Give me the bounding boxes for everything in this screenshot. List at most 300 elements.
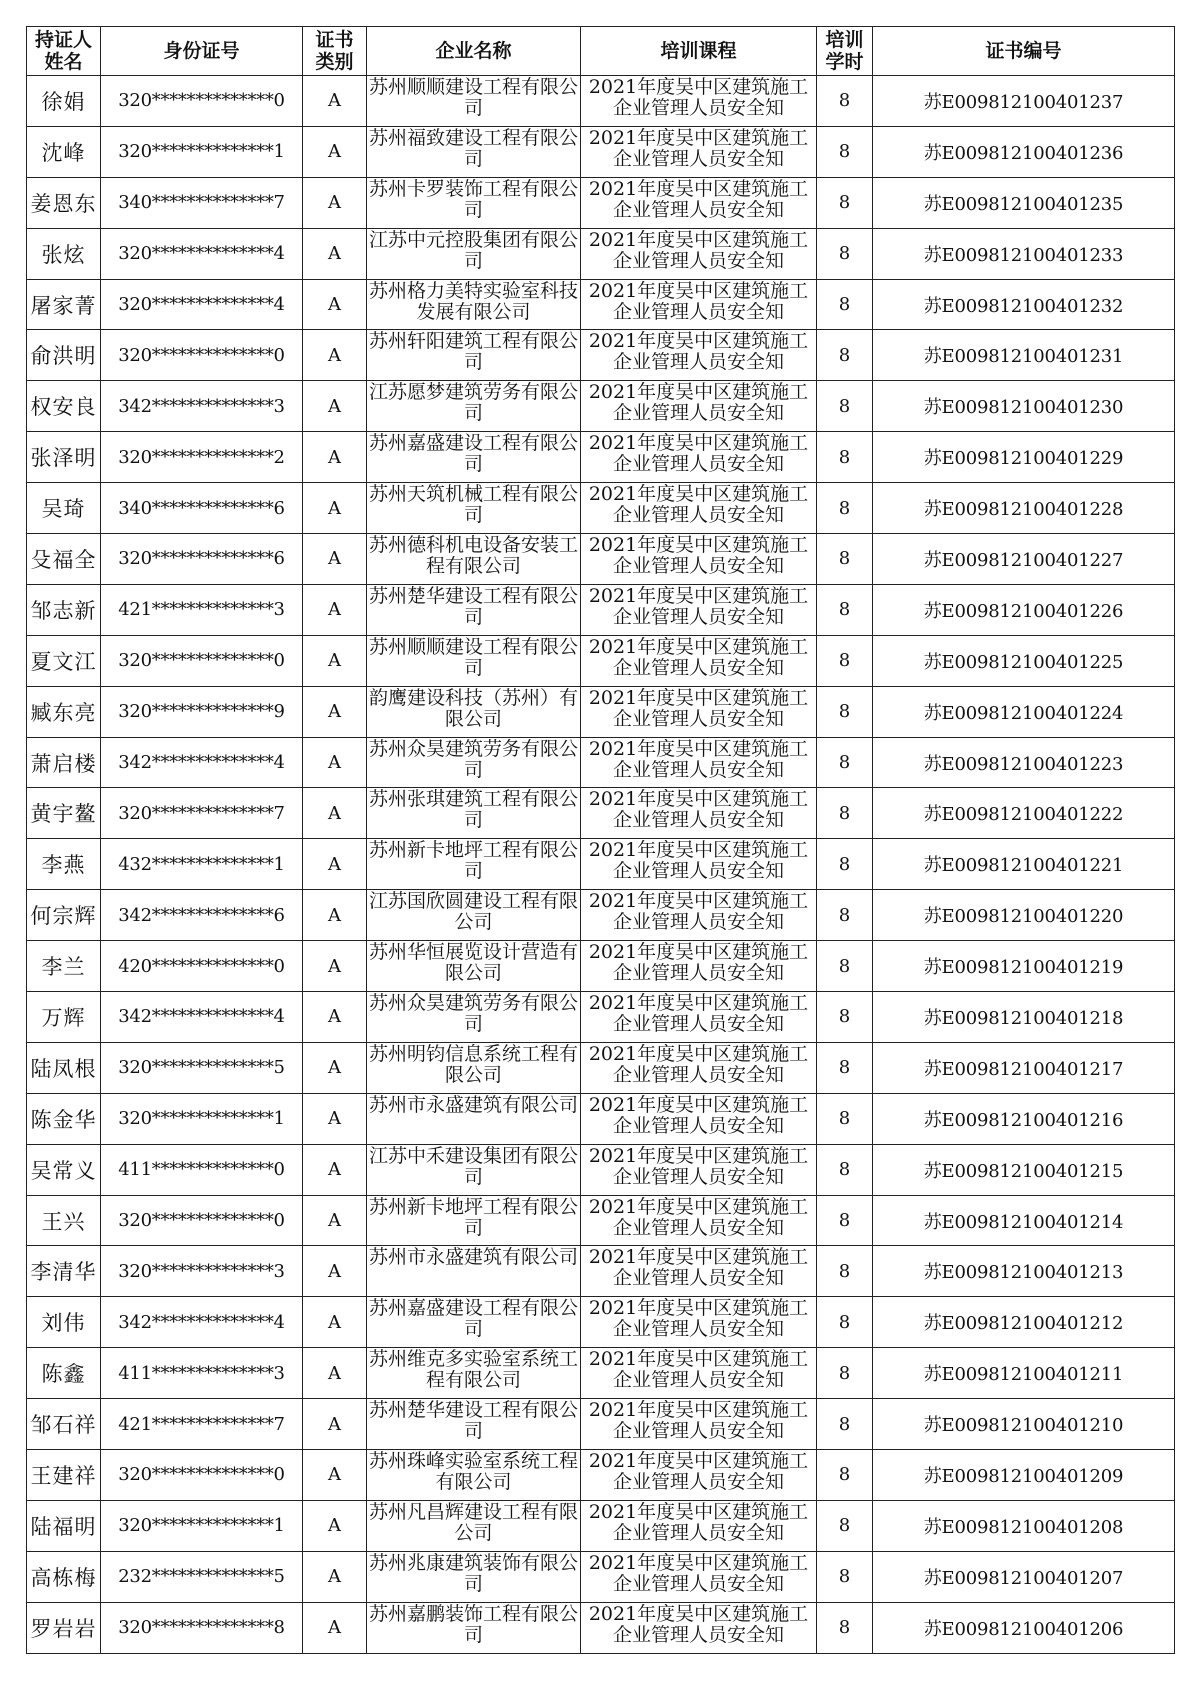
- table-row: [27, 1399, 1175, 1450]
- cell-holder-name: 陆福明: [27, 1500, 101, 1551]
- cell-company-text: 苏州德科机电设备安装工程有限公司: [368, 534, 578, 577]
- cell-cert-type: A: [303, 1348, 367, 1399]
- cell-id-number: 320**************9: [101, 686, 303, 737]
- cell-company-text: 苏州嘉盛建设工程有限公司: [368, 433, 578, 476]
- cell-course: [581, 381, 817, 432]
- cell-hours: 8: [817, 330, 873, 381]
- cell-company-text: 苏州顺顺建设工程有限公司: [368, 636, 578, 679]
- cell-id-number: 320**************0: [101, 1450, 303, 1501]
- cell-hours: 8: [817, 1399, 873, 1450]
- cell-cert-type: A: [303, 839, 367, 890]
- cell-company-text: 苏州嘉盛建设工程有限公司: [368, 1298, 578, 1341]
- cell-holder-name: 邹志新: [27, 584, 101, 635]
- cell-course-text: 2021年度吴中区建筑施工企业管理人员安全知: [588, 1501, 809, 1544]
- cell-cert-type: A: [303, 635, 367, 686]
- table-row: [27, 1195, 1175, 1246]
- cell-course: [581, 1042, 817, 1093]
- cell-id-number: 421**************3: [101, 584, 303, 635]
- cell-course: [581, 737, 817, 788]
- cell-company-text: 苏州明钧信息系统工程有限公司: [368, 1043, 578, 1086]
- cell-course: [581, 890, 817, 941]
- header-id-number: 身份证号: [101, 27, 303, 76]
- cell-cert-number: 苏E009812100401222: [873, 788, 1175, 839]
- cell-cert-number: 苏E009812100401237: [873, 76, 1175, 127]
- cell-company: [367, 432, 581, 483]
- cell-course: [581, 635, 817, 686]
- cell-company-text: 苏州顺顺建设工程有限公司: [368, 76, 578, 119]
- table-row: [27, 76, 1175, 127]
- cell-course: [581, 483, 817, 534]
- cell-holder-name: 徐娟: [27, 76, 101, 127]
- cell-company-text: 苏州嘉鹏装饰工程有限公司: [368, 1603, 578, 1646]
- cell-cert-number: 苏E009812100401223: [873, 737, 1175, 788]
- cell-company-text: 苏州凡昌辉建设工程有限公司: [368, 1501, 578, 1544]
- cell-hours: 8: [817, 584, 873, 635]
- cell-cert-number: 苏E009812100401207: [873, 1551, 1175, 1602]
- header-hours: 培训 学时: [817, 27, 873, 76]
- cell-course-text: 2021年度吴中区建筑施工企业管理人员安全知: [588, 331, 809, 374]
- cell-course-text: 2021年度吴中区建筑施工企业管理人员安全知: [588, 1298, 809, 1341]
- cell-course-text: 2021年度吴中区建筑施工企业管理人员安全知: [588, 942, 809, 985]
- cell-id-number: 320**************1: [101, 1093, 303, 1144]
- cell-cert-type: A: [303, 1144, 367, 1195]
- cell-holder-name: 张泽明: [27, 432, 101, 483]
- cell-course-text: 2021年度吴中区建筑施工企业管理人员安全知: [588, 382, 809, 425]
- cell-holder-name: 吴常义: [27, 1144, 101, 1195]
- cell-cert-type: A: [303, 1500, 367, 1551]
- cell-course: [581, 228, 817, 279]
- cell-company-text: 苏州珠峰实验室系统工程有限公司: [368, 1450, 578, 1493]
- cell-holder-name: 殳福全: [27, 534, 101, 585]
- cell-course-text: 2021年度吴中区建筑施工企业管理人员安全知: [588, 178, 809, 221]
- cell-course: [581, 992, 817, 1043]
- cell-cert-number: 苏E009812100401208: [873, 1500, 1175, 1551]
- cell-hours: 8: [817, 228, 873, 279]
- cell-hours: 8: [817, 483, 873, 534]
- cell-company: [367, 76, 581, 127]
- cell-id-number: 320**************0: [101, 330, 303, 381]
- cell-cert-type: A: [303, 534, 367, 585]
- cell-cert-number: 苏E009812100401229: [873, 432, 1175, 483]
- cell-hours: 8: [817, 1042, 873, 1093]
- cell-course: [581, 584, 817, 635]
- cell-course-text: 2021年度吴中区建筑施工企业管理人员安全知: [588, 840, 809, 883]
- cell-cert-type: A: [303, 381, 367, 432]
- cell-cert-number: 苏E009812100401226: [873, 584, 1175, 635]
- cell-cert-number: 苏E009812100401236: [873, 126, 1175, 177]
- cell-cert-number: 苏E009812100401227: [873, 534, 1175, 585]
- cell-id-number: 320**************1: [101, 1500, 303, 1551]
- cell-holder-name: 李清华: [27, 1246, 101, 1297]
- cell-course-text: 2021年度吴中区建筑施工企业管理人员安全知: [588, 687, 809, 730]
- cell-course: [581, 1399, 817, 1450]
- cell-company: [367, 788, 581, 839]
- cell-course: [581, 432, 817, 483]
- cell-cert-type: A: [303, 1297, 367, 1348]
- cell-holder-name: 邹石祥: [27, 1399, 101, 1450]
- cell-company: [367, 1450, 581, 1501]
- cell-company: [367, 534, 581, 585]
- cell-cert-number: 苏E009812100401212: [873, 1297, 1175, 1348]
- cell-cert-type: A: [303, 1042, 367, 1093]
- cell-hours: 8: [817, 839, 873, 890]
- cell-holder-name: 陈鑫: [27, 1348, 101, 1399]
- cell-cert-type: A: [303, 483, 367, 534]
- cell-course-text: 2021年度吴中区建筑施工企业管理人员安全知: [588, 1552, 809, 1595]
- table-row: [27, 1297, 1175, 1348]
- cell-holder-name: 臧东亮: [27, 686, 101, 737]
- cell-cert-number: 苏E009812100401233: [873, 228, 1175, 279]
- cell-course-text: 2021年度吴中区建筑施工企业管理人员安全知: [588, 1043, 809, 1086]
- cell-course: [581, 177, 817, 228]
- table-row: [27, 126, 1175, 177]
- cell-course-text: 2021年度吴中区建筑施工企业管理人员安全知: [588, 433, 809, 476]
- cell-company: [367, 177, 581, 228]
- cell-id-number: 320**************4: [101, 279, 303, 330]
- cell-cert-type: A: [303, 941, 367, 992]
- cell-course-text: 2021年度吴中区建筑施工企业管理人员安全知: [588, 76, 809, 119]
- cell-cert-type: A: [303, 1602, 367, 1653]
- cell-company-text: 苏州维克多实验室系统工程有限公司: [368, 1349, 578, 1392]
- header-course: 培训课程: [581, 27, 817, 76]
- cell-company-text: 苏州福致建设工程有限公司: [368, 127, 578, 170]
- table-row: [27, 432, 1175, 483]
- cell-holder-name: 萧启楼: [27, 737, 101, 788]
- cell-cert-type: A: [303, 126, 367, 177]
- cell-course-text: 2021年度吴中区建筑施工企业管理人员安全知: [588, 127, 809, 170]
- cell-company: [367, 126, 581, 177]
- cell-id-number: 411**************3: [101, 1348, 303, 1399]
- cell-hours: 8: [817, 635, 873, 686]
- cell-course: [581, 1246, 817, 1297]
- cell-course-text: 2021年度吴中区建筑施工企业管理人员安全知: [588, 1145, 809, 1188]
- cell-id-number: 432**************1: [101, 839, 303, 890]
- cell-company-text: 苏州华恒展览设计营造有限公司: [368, 942, 578, 985]
- cell-cert-type: A: [303, 686, 367, 737]
- cell-id-number: 342**************4: [101, 737, 303, 788]
- cell-hours: 8: [817, 1348, 873, 1399]
- cell-course-text: 2021年度吴中区建筑施工企业管理人员安全知: [588, 280, 809, 323]
- table-row: [27, 839, 1175, 890]
- cell-course-text: 2021年度吴中区建筑施工企业管理人员安全知: [588, 484, 809, 527]
- cell-course-text: 2021年度吴中区建筑施工企业管理人员安全知: [588, 1603, 809, 1646]
- table-row: [27, 1246, 1175, 1297]
- cell-holder-name: 高栋梅: [27, 1551, 101, 1602]
- cell-cert-type: A: [303, 890, 367, 941]
- cell-cert-number: 苏E009812100401217: [873, 1042, 1175, 1093]
- cell-holder-name: 夏文江: [27, 635, 101, 686]
- cell-company: [367, 1551, 581, 1602]
- cell-course: [581, 1450, 817, 1501]
- cell-holder-name: 万辉: [27, 992, 101, 1043]
- cell-cert-type: A: [303, 1246, 367, 1297]
- cell-id-number: 320**************8: [101, 1602, 303, 1653]
- cell-course-text: 2021年度吴中区建筑施工企业管理人员安全知: [588, 534, 809, 577]
- cell-company-text: 苏州市永盛建筑有限公司: [368, 1247, 578, 1269]
- cell-course: [581, 534, 817, 585]
- cell-hours: 8: [817, 1602, 873, 1653]
- cell-id-number: 342**************3: [101, 381, 303, 432]
- cell-holder-name: 李兰: [27, 941, 101, 992]
- cell-course: [581, 279, 817, 330]
- cell-company-text: 苏州卡罗装饰工程有限公司: [368, 178, 578, 221]
- table-row: [27, 330, 1175, 381]
- cell-course-text: 2021年度吴中区建筑施工企业管理人员安全知: [588, 1450, 809, 1493]
- cell-company: [367, 1093, 581, 1144]
- cell-company: [367, 1399, 581, 1450]
- cell-cert-number: 苏E009812100401218: [873, 992, 1175, 1043]
- cell-id-number: 340**************6: [101, 483, 303, 534]
- cell-id-number: 342**************6: [101, 890, 303, 941]
- cell-cert-type: A: [303, 992, 367, 1043]
- cell-id-number: 342**************4: [101, 992, 303, 1043]
- cell-course: [581, 76, 817, 127]
- table-row: [27, 1551, 1175, 1602]
- cell-company-text: 苏州兆康建筑装饰有限公司: [368, 1552, 578, 1595]
- table-row: [27, 228, 1175, 279]
- cell-hours: 8: [817, 1246, 873, 1297]
- table-row: [27, 1602, 1175, 1653]
- cell-id-number: 320**************2: [101, 432, 303, 483]
- cell-course-text: 2021年度吴中区建筑施工企业管理人员安全知: [588, 229, 809, 272]
- cell-course: [581, 839, 817, 890]
- cell-company-text: 江苏中元控股集团有限公司: [368, 229, 578, 272]
- table-row: [27, 279, 1175, 330]
- cell-cert-type: A: [303, 1450, 367, 1501]
- table-body: [27, 76, 1175, 1654]
- table-row: [27, 1500, 1175, 1551]
- cell-course-text: 2021年度吴中区建筑施工企业管理人员安全知: [588, 1196, 809, 1239]
- cell-course: [581, 1348, 817, 1399]
- cell-cert-type: A: [303, 432, 367, 483]
- cell-hours: 8: [817, 534, 873, 585]
- cell-id-number: 320**************0: [101, 76, 303, 127]
- cell-cert-number: 苏E009812100401214: [873, 1195, 1175, 1246]
- cell-id-number: 421**************7: [101, 1399, 303, 1450]
- cell-course-text: 2021年度吴中区建筑施工企业管理人员安全知: [588, 1400, 809, 1443]
- table-row: [27, 1144, 1175, 1195]
- cell-id-number: 320**************1: [101, 126, 303, 177]
- cell-holder-name: 黄宇鳌: [27, 788, 101, 839]
- table-row: [27, 534, 1175, 585]
- cell-company: [367, 941, 581, 992]
- cell-company-text: 苏州众昊建筑劳务有限公司: [368, 992, 578, 1035]
- cell-hours: 8: [817, 76, 873, 127]
- cell-holder-name: 吴琦: [27, 483, 101, 534]
- cell-course-text: 2021年度吴中区建筑施工企业管理人员安全知: [588, 789, 809, 832]
- cell-cert-number: 苏E009812100401206: [873, 1602, 1175, 1653]
- cell-cert-number: 苏E009812100401235: [873, 177, 1175, 228]
- cell-company: [367, 1348, 581, 1399]
- cell-cert-number: 苏E009812100401215: [873, 1144, 1175, 1195]
- cell-company-text: 苏州轩阳建筑工程有限公司: [368, 331, 578, 374]
- cell-course-text: 2021年度吴中区建筑施工企业管理人员安全知: [588, 992, 809, 1035]
- cell-hours: 8: [817, 1144, 873, 1195]
- cell-company: [367, 330, 581, 381]
- cell-cert-type: A: [303, 584, 367, 635]
- table-row: [27, 788, 1175, 839]
- cell-company: [367, 228, 581, 279]
- cell-cert-number: 苏E009812100401232: [873, 279, 1175, 330]
- cell-course-text: 2021年度吴中区建筑施工企业管理人员安全知: [588, 1247, 809, 1290]
- cell-cert-type: A: [303, 1093, 367, 1144]
- certificate-table: [26, 26, 1175, 1654]
- cell-holder-name: 陆凤根: [27, 1042, 101, 1093]
- header-company: 企业名称: [367, 27, 581, 76]
- table-row: [27, 890, 1175, 941]
- cell-cert-type: A: [303, 1551, 367, 1602]
- table-row: [27, 483, 1175, 534]
- cell-course: [581, 686, 817, 737]
- cell-course-text: 2021年度吴中区建筑施工企业管理人员安全知: [588, 636, 809, 679]
- cell-course: [581, 126, 817, 177]
- cell-cert-number: 苏E009812100401210: [873, 1399, 1175, 1450]
- cell-company: [367, 1144, 581, 1195]
- cell-company-text: 韵鹰建设科技（苏州）有限公司: [368, 687, 578, 730]
- cell-hours: 8: [817, 686, 873, 737]
- cell-company-text: 苏州天筑机械工程有限公司: [368, 484, 578, 527]
- cell-hours: 8: [817, 941, 873, 992]
- cell-course: [581, 1297, 817, 1348]
- cell-holder-name: 沈峰: [27, 126, 101, 177]
- cell-hours: 8: [817, 1551, 873, 1602]
- cell-course: [581, 1093, 817, 1144]
- cell-company: [367, 1602, 581, 1653]
- cell-company: [367, 686, 581, 737]
- cell-company: [367, 483, 581, 534]
- cell-cert-number: 苏E009812100401213: [873, 1246, 1175, 1297]
- table-row: [27, 635, 1175, 686]
- cell-company-text: 苏州新卡地坪工程有限公司: [368, 1196, 578, 1239]
- table-row: [27, 381, 1175, 432]
- cell-id-number: 320**************0: [101, 1195, 303, 1246]
- header-cert-number: 证书编号: [873, 27, 1175, 76]
- cell-id-number: 320**************4: [101, 228, 303, 279]
- cell-course-text: 2021年度吴中区建筑施工企业管理人员安全知: [588, 585, 809, 628]
- cell-company: [367, 1297, 581, 1348]
- cell-cert-number: 苏E009812100401209: [873, 1450, 1175, 1501]
- cell-id-number: 420**************0: [101, 941, 303, 992]
- cell-course-text: 2021年度吴中区建筑施工企业管理人员安全知: [588, 738, 809, 781]
- cell-company-text: 江苏国欣圆建设工程有限公司: [368, 891, 578, 934]
- cell-hours: 8: [817, 788, 873, 839]
- cell-course: [581, 788, 817, 839]
- table-row: [27, 737, 1175, 788]
- cell-company-text: 江苏愿梦建筑劳务有限公司: [368, 382, 578, 425]
- cell-cert-type: A: [303, 737, 367, 788]
- cell-id-number: 320**************0: [101, 635, 303, 686]
- cell-hours: 8: [817, 890, 873, 941]
- cell-hours: 8: [817, 1195, 873, 1246]
- cell-company: [367, 1042, 581, 1093]
- cell-holder-name: 姜恩东: [27, 177, 101, 228]
- cell-company: [367, 992, 581, 1043]
- cell-cert-type: A: [303, 177, 367, 228]
- cell-course-text: 2021年度吴中区建筑施工企业管理人员安全知: [588, 1094, 809, 1137]
- cell-hours: 8: [817, 177, 873, 228]
- cell-holder-name: 罗岩岩: [27, 1602, 101, 1653]
- cell-course: [581, 1144, 817, 1195]
- cell-company-text: 苏州楚华建设工程有限公司: [368, 585, 578, 628]
- cell-course-text: 2021年度吴中区建筑施工企业管理人员安全知: [588, 891, 809, 934]
- cell-holder-name: 陈金华: [27, 1093, 101, 1144]
- table-row: [27, 1348, 1175, 1399]
- cell-holder-name: 张炫: [27, 228, 101, 279]
- cell-cert-number: 苏E009812100401221: [873, 839, 1175, 890]
- cell-course: [581, 1602, 817, 1653]
- cell-company: [367, 1500, 581, 1551]
- cell-cert-type: A: [303, 279, 367, 330]
- cell-holder-name: 王建祥: [27, 1450, 101, 1501]
- cell-cert-type: A: [303, 76, 367, 127]
- cell-hours: 8: [817, 1093, 873, 1144]
- cell-course: [581, 330, 817, 381]
- cell-hours: 8: [817, 1500, 873, 1551]
- cell-id-number: 320**************3: [101, 1246, 303, 1297]
- header-holder-name: 持证人 姓名: [27, 27, 101, 76]
- cell-company: [367, 584, 581, 635]
- cell-holder-name: 李燕: [27, 839, 101, 890]
- cell-hours: 8: [817, 992, 873, 1043]
- header-cert-type: 证书 类别: [303, 27, 367, 76]
- cell-cert-number: 苏E009812100401228: [873, 483, 1175, 534]
- table-row: [27, 1042, 1175, 1093]
- table-row: [27, 1093, 1175, 1144]
- cell-hours: 8: [817, 432, 873, 483]
- cell-id-number: 320**************5: [101, 1042, 303, 1093]
- cell-company: [367, 279, 581, 330]
- cell-company-text: 苏州新卡地坪工程有限公司: [368, 840, 578, 883]
- cell-company: [367, 1195, 581, 1246]
- cell-hours: 8: [817, 1450, 873, 1501]
- cell-holder-name: 何宗辉: [27, 890, 101, 941]
- cell-cert-type: A: [303, 228, 367, 279]
- cell-cert-number: 苏E009812100401219: [873, 941, 1175, 992]
- cell-company-text: 苏州张琪建筑工程有限公司: [368, 789, 578, 832]
- cell-cert-number: 苏E009812100401211: [873, 1348, 1175, 1399]
- cell-cert-number: 苏E009812100401220: [873, 890, 1175, 941]
- table-row: [27, 941, 1175, 992]
- cell-id-number: 342**************4: [101, 1297, 303, 1348]
- table-row: [27, 1450, 1175, 1501]
- cell-cert-type: A: [303, 1399, 367, 1450]
- table-row: [27, 177, 1175, 228]
- cell-id-number: 320**************6: [101, 534, 303, 585]
- cell-company-text: 苏州市永盛建筑有限公司: [368, 1094, 578, 1116]
- cell-id-number: 232**************5: [101, 1551, 303, 1602]
- cell-company: [367, 635, 581, 686]
- cell-course: [581, 941, 817, 992]
- cell-cert-type: A: [303, 330, 367, 381]
- cell-hours: 8: [817, 1297, 873, 1348]
- cell-holder-name: 屠家菁: [27, 279, 101, 330]
- cell-cert-type: A: [303, 788, 367, 839]
- cell-cert-type: A: [303, 1195, 367, 1246]
- cell-company: [367, 381, 581, 432]
- cell-cert-number: 苏E009812100401216: [873, 1093, 1175, 1144]
- cell-hours: 8: [817, 279, 873, 330]
- table-row: [27, 584, 1175, 635]
- cell-company: [367, 839, 581, 890]
- table-header: [27, 27, 1175, 76]
- cell-company-text: 苏州楚华建设工程有限公司: [368, 1400, 578, 1443]
- cell-holder-name: 刘伟: [27, 1297, 101, 1348]
- cell-hours: 8: [817, 381, 873, 432]
- cell-company-text: 苏州众昊建筑劳务有限公司: [368, 738, 578, 781]
- cell-course: [581, 1500, 817, 1551]
- cell-company-text: 江苏中禾建设集团有限公司: [368, 1145, 578, 1188]
- cell-company: [367, 737, 581, 788]
